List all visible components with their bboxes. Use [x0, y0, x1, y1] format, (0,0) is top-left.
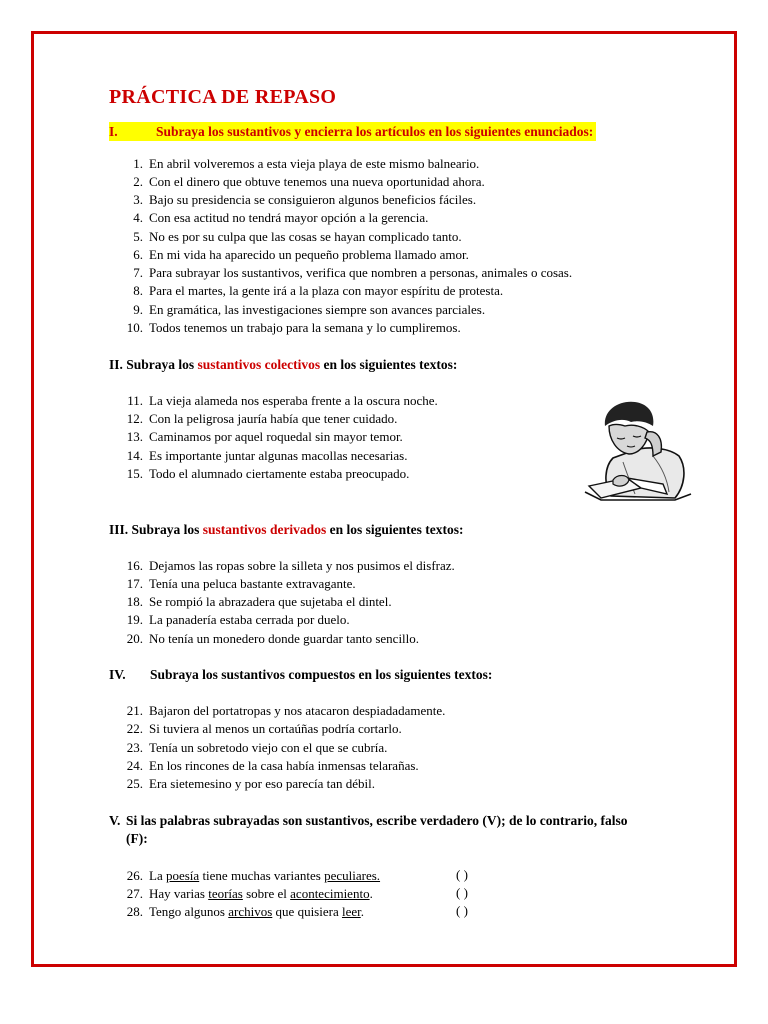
page-title: PRÁCTICA DE REPASO [109, 86, 337, 108]
list-item: 10. Todos tenemos un trabajo para la semana y lo cumpliremos. [126, 320, 461, 335]
list-item: 25. Era sietemesino y por eso parecía tan débil. [126, 776, 375, 791]
list-item: 17. Tenía una peluca bastante extravagante. [126, 576, 356, 591]
list-item: 6. En mi vida ha aparecido un pequeño problema llamado amor. [133, 247, 469, 262]
section-5-number: V. [109, 813, 121, 828]
section-1-text: Subraya los sustantivos y encierra los artículos en los siguientes enunciados: [156, 124, 594, 139]
list-item: 4. Con esa actitud no tendrá mayor opción a la gerencia. [133, 210, 429, 225]
section-4-text: Subraya los sustantivos compuestos en los siguientes textos: [150, 667, 493, 682]
answer-parentheses[interactable]: ( ) [456, 903, 468, 918]
section-5-heading: V. Si las palabras subrayadas son sustantivos, escribe verdadero (V); de lo contrario, falso (F): [109, 813, 628, 846]
section-3-heading: III. Subraya los sustantivos derivados en los siguientes textos: [109, 522, 464, 537]
list-item: 27. Hay varias teorías sobre el acontecimiento. [126, 886, 373, 901]
underlined-word: peculiares. [324, 868, 381, 883]
section-1-heading [109, 122, 596, 141]
list-item: 24. En los rincones de la casa había inmensas telarañas. [126, 758, 419, 773]
list-item: 28. Tengo algunos archivos que quisiera leer. [126, 904, 364, 919]
underlined-word: teorías [208, 886, 243, 901]
list-item: 19. La panadería estaba cerrada por duelo. [126, 612, 350, 627]
list-item: 22. Si tuviera al menos un cortaúñas podría cortarlo. [126, 721, 402, 736]
list-item: 16. Dejamos las ropas sobre la silleta y nos pusimos el disfraz. [126, 558, 455, 573]
underlined-word: leer [341, 904, 361, 919]
underlined-word: poesía [165, 868, 200, 883]
section-1-number: I. [109, 124, 118, 139]
list-item: 20. No tenía un monedero donde guardar tanto sencillo. [126, 631, 420, 646]
section-2-highlight: sustantivos colectivos [197, 357, 321, 372]
section-2-heading: II. Subraya los sustantivos colectivos en los siguientes textos: [109, 357, 458, 372]
list-item: 5. No es por su culpa que las cosas se hayan complicado tanto. [133, 229, 462, 244]
list-item: 14. Es importante juntar algunas macollas necesarias. [126, 448, 408, 463]
list-item: 1. En abril volveremos a esta vieja playa de este mismo balneario. [133, 156, 480, 171]
list-item: 13. Caminamos por aquel roquedal sin mayor temor. [126, 429, 403, 444]
boy-reading-illustration [583, 396, 695, 502]
list-item: 18. Se rompió la abrazadera que sujetaba el dintel. [126, 594, 392, 609]
list-item: 2. Con el dinero que obtuve tenemos una nueva oportunidad ahora. [133, 174, 485, 189]
list-item: 23. Tenía un sobretodo viejo con el que se cubría. [126, 740, 388, 755]
list-item: 8. Para el martes, la gente irá a la plaza con mayor espíritu de protesta. [133, 283, 504, 298]
list-item: 21. Bajaron del portatropas y nos atacaron despiadadamente. [126, 703, 446, 718]
section-4-number: IV. [109, 667, 126, 682]
list-item: 12. Con la peligrosa jauría había que tener cuidado. [126, 411, 398, 426]
section-3-highlight: sustantivos derivados [202, 522, 327, 537]
answer-parentheses[interactable]: ( ) [456, 885, 468, 900]
answer-parentheses[interactable]: ( ) [456, 867, 468, 882]
underlined-word: acontecimiento [290, 886, 370, 901]
section-4-heading [109, 666, 492, 684]
list-item: 7. Para subrayar los sustantivos, verifica que nombren a personas, animales o cosas. [133, 265, 573, 280]
list-item: 3. Bajo su presidencia se consiguieron algunos beneficios fáciles. [133, 192, 477, 207]
list-item: 26. La poesía tiene muchas variantes peculiares. [126, 868, 381, 883]
underlined-word: archivos [228, 904, 273, 919]
list-item: 11. La vieja alameda nos esperaba frente a la oscura noche. [127, 393, 438, 408]
list-item: 9. En gramática, las investigaciones siempre son avances parciales. [133, 302, 486, 317]
list-item: 15. Todo el alumnado ciertamente estaba preocupado. [126, 466, 410, 481]
